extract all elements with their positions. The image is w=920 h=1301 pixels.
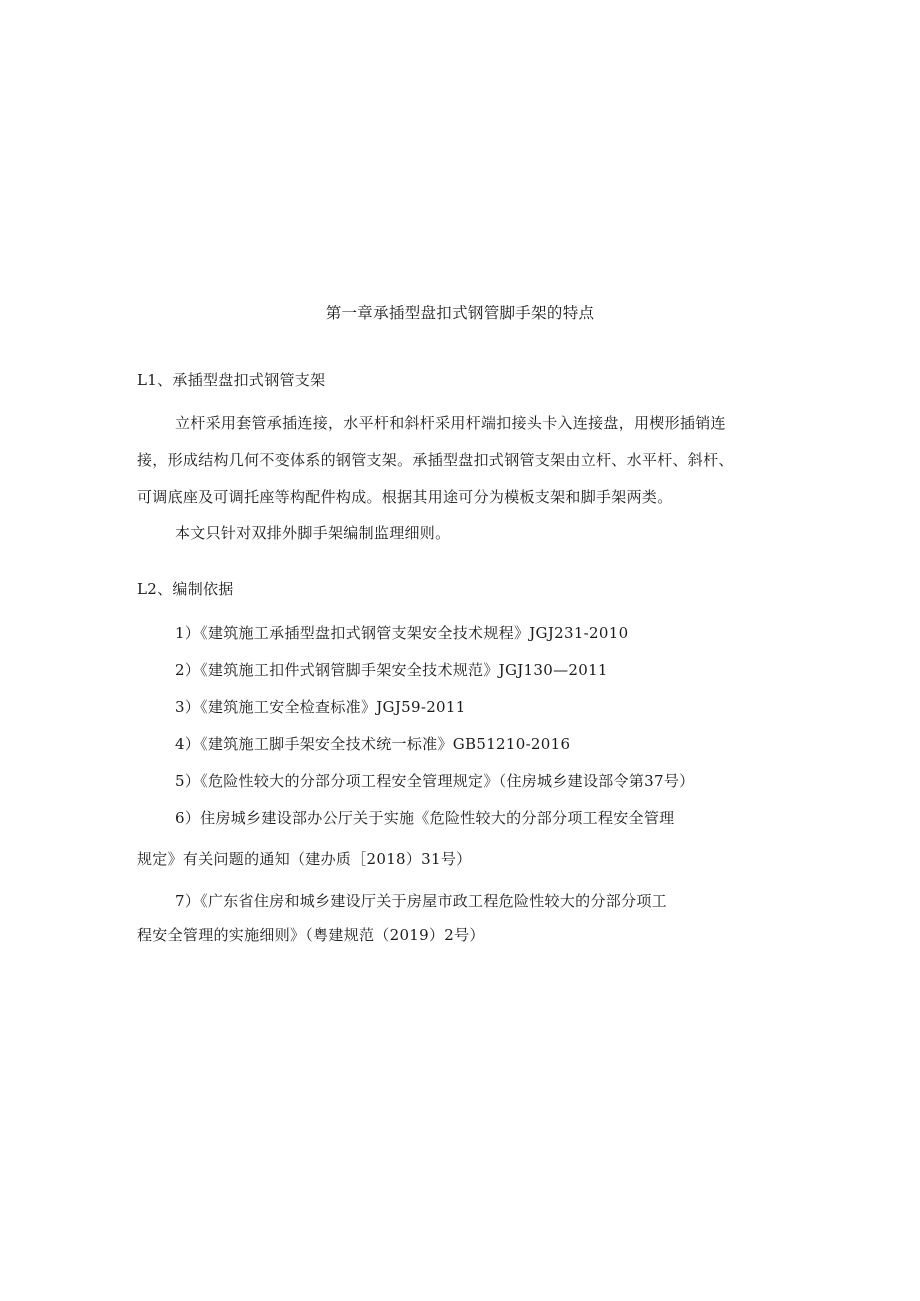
reference-item: 2）《建筑施工扣件式钢管脚手架安全技术规范》JGJ130—2011 bbox=[175, 661, 608, 679]
reference-item: 4）《建筑施工脚手架安全技术统一标准》GB51210-2016 bbox=[175, 735, 571, 753]
reference-item: 1）《建筑施工承插型盘扣式钢管支架安全技术规程》JGJ231-2010 bbox=[175, 624, 629, 642]
reference-item-continuation: 规定》有关问题的通知（建办质［2018）31号） bbox=[137, 850, 472, 868]
reference-item: 6）住房城乡建设部办公厅关于实施《危险性较大的分部分项工程安全管理 bbox=[175, 809, 675, 827]
section-heading-2: L2、编制依据 bbox=[137, 580, 234, 598]
chapter-title: 第一章承插型盘扣式钢管脚手架的特点 bbox=[325, 304, 595, 322]
reference-item: 3）《建筑施工安全检查标准》JGJ59-2011 bbox=[175, 698, 466, 716]
reference-item-continuation: 程安全管理的实施细则》（粤建规范（2019）2号） bbox=[137, 926, 485, 944]
note-paragraph: 本文只针对双排外脚手架编制监理细则。 bbox=[175, 524, 451, 542]
reference-item: 5）《危险性较大的分部分项工程安全管理规定》（住房城乡建设部令第37号） bbox=[175, 772, 695, 790]
section-heading-1: L1、承插型盘扣式钢管支架 bbox=[137, 371, 326, 389]
reference-item: 7）《广东省住房和城乡建设厅关于房屋市政工程危险性较大的分部分项工 bbox=[175, 892, 667, 910]
paragraph-line: 立杆采用套管承插连接，水平杆和斜杆采用杆端扣接头卡入连接盘，用楔形插销连 bbox=[175, 414, 726, 432]
paragraph-line: 可调底座及可调托座等构配件构成。根据其用途可分为模板支架和脚手架两类。 bbox=[137, 488, 673, 506]
paragraph-line: 接，形成结构几何不变体系的钢管支架。承插型盘扣式钢管支架由立杆、水平杆、斜杆、 bbox=[137, 451, 734, 469]
